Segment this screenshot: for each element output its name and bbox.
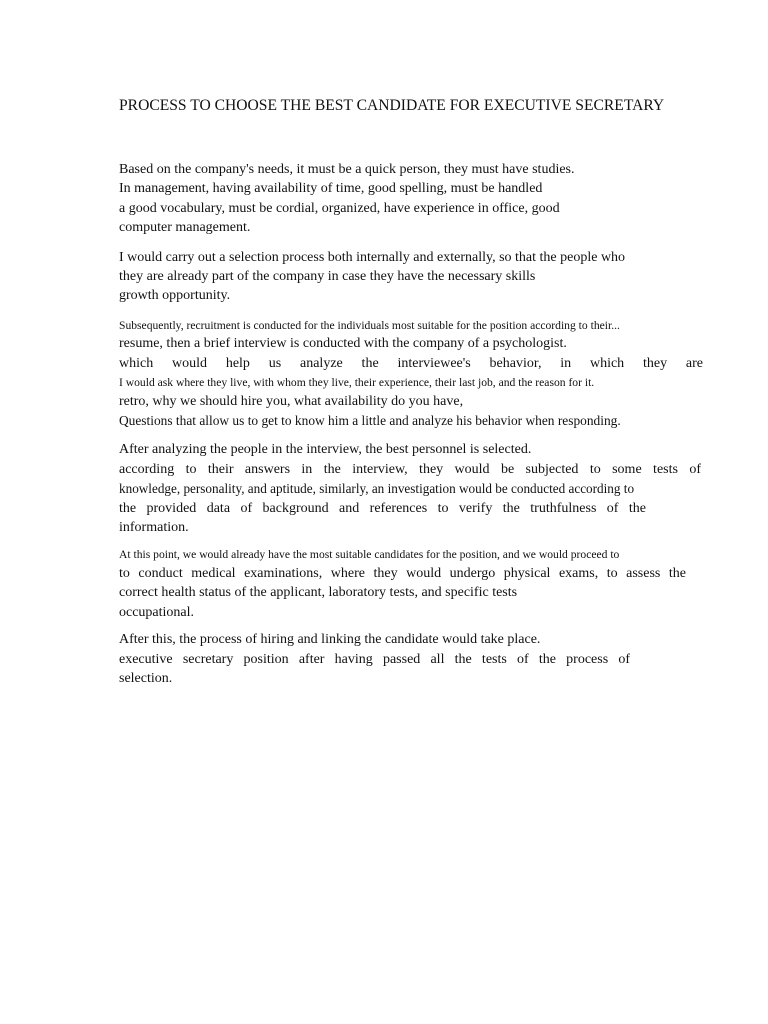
paragraph-tests-investigation	[119, 440, 703, 537]
document-body	[119, 160, 703, 688]
text-line: selection.	[119, 670, 173, 686]
text-line: occupational.	[119, 604, 195, 620]
paragraph-requirements	[119, 160, 703, 238]
text-line: they are already part of the company in case they have the necessary skills	[119, 268, 536, 284]
paragraph-hiring	[119, 630, 703, 688]
text-line: I would carry out a selection process both internally and externally, so that the people who	[119, 249, 626, 265]
text-line: executive secretary position after having passed all the tests of the process of	[119, 651, 630, 667]
text-line: After this, the process of hiring and linking the candidate would take place.	[119, 632, 541, 648]
text-line: correct health status of the applicant, laboratory tests, and specific tests	[119, 585, 518, 601]
text-line: growth opportunity.	[119, 288, 231, 304]
paragraph-medical-exams	[119, 545, 703, 622]
text-line: to conduct medical examinations, where they would undergo physical exams, to assess the	[119, 566, 686, 582]
text-line: the provided data of background and references to verify the truthfulness of the	[119, 500, 646, 516]
text-line: information.	[119, 520, 189, 536]
document-title: PROCESS TO CHOOSE THE BEST CANDIDATE FOR EXECUTIVE SECRETARY	[119, 97, 665, 114]
text-line: In management, having availability of time, good spelling, must be handled	[119, 181, 543, 197]
paragraph-recruitment-interview	[119, 316, 703, 431]
text-line: a good vocabulary, must be cordial, organized, have experience in office, good	[119, 200, 560, 216]
text-line: retro, why we should hire you, what availability do you have,	[119, 393, 464, 409]
text-line: knowledge, personality, and aptitude, similarly, an investigation would be conducted according to	[119, 481, 635, 497]
text-line: which would help us analyze the interviewee's behavior, in which they are	[119, 355, 703, 371]
text-line: At this point, we would already have the most suitable candidates for the position, and we would proceed to	[119, 548, 620, 562]
text-line: Based on the company's needs, it must be a quick person, they must have studies.	[119, 162, 575, 177]
paragraph-selection-process	[119, 248, 703, 306]
text-line: resume, then a brief interview is conducted with the company of a psychologist.	[119, 336, 567, 352]
text-line: After analyzing the people in the interview, the best personnel is selected.	[119, 442, 532, 458]
text-line: Questions that allow us to get to know him a little and analyze his behavior when responding.	[119, 413, 621, 429]
text-line: I would ask where they live, with whom they live, their experience, their last job, and the reason for it.	[119, 376, 595, 390]
text-line: Subsequently, recruitment is conducted for the individuals most suitable for the position according to their...	[119, 318, 620, 332]
text-line: computer management.	[119, 220, 251, 236]
text-line: according to their answers in the interview, they would be subjected to some tests of	[119, 461, 701, 477]
